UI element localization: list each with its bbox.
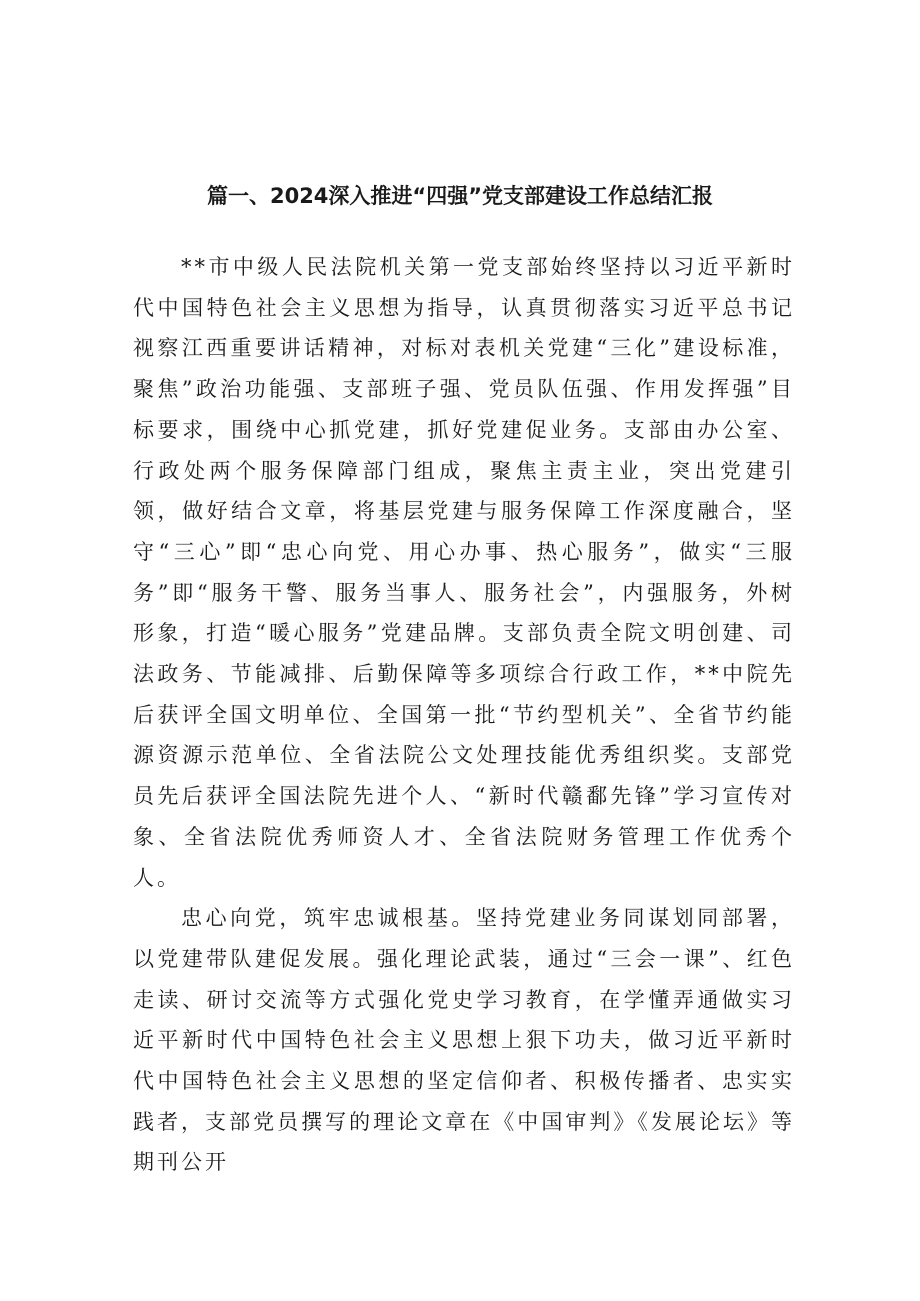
document-body [133, 247, 795, 1183]
document-title: 篇一、2024深入推进“四强”党支部建设工作总结汇报 [206, 184, 714, 208]
paragraph-loyalty: 忠心向党，筑牢忠诚根基。坚持党建业务同谋划同部署，以党建带队建促发展。强化理论武装，通过“三会一课”、红色走读、研讨交流等方式强化党史学习教育，在学懂弄通做实习近平新时代中国特色社会主义思想上狠下功夫，做习近平新时代中国特色社会主义思想的坚定信仰者、积极传播者、忠实实践者，支部党员撰写的理论文章在《中国审判》《发展论坛》等期刊公开 [133, 906, 795, 1175]
paragraph-intro: **市中级人民法院机关第一党支部始终坚持以习近平新时代中国特色社会主义思想为指导，认真贯彻落实习近平总书记视察江西重要讲话精神，对标对表机关党建“三化”建设标准，聚焦”政治功能强、支部班子强、党员队伍强、作用发挥强”目标要求，围绕中心抓党建，抓好党建促业务。支部由办公室、行政处两个服务保障部门组成，聚焦主责主业，突出党建引领，做好结合文章，将基层党建与服务保障工作深度融合，坚守“三心”即“忠心向党、用心办事、热心服务”，做实“三服务”即“服务干警、服务当事人、服务社会”，内强服务，外树形象，打造“暖心服务”党建品牌。支部负责全院文明创建、司法政务、节能减排、后勤保障等多项综合行政工作，**中院先后获评全国文明单位、全国第一批“节约型机关”、全省节约能源资源示范单位、全省法院公文处理技能优秀组织奖。支部党员先后获评全国法院先进个人、“新时代赣鄱先锋”学习宣传对象、全省法院优秀师资人才、全省法院财务管理工作优秀个人。 [133, 255, 795, 890]
